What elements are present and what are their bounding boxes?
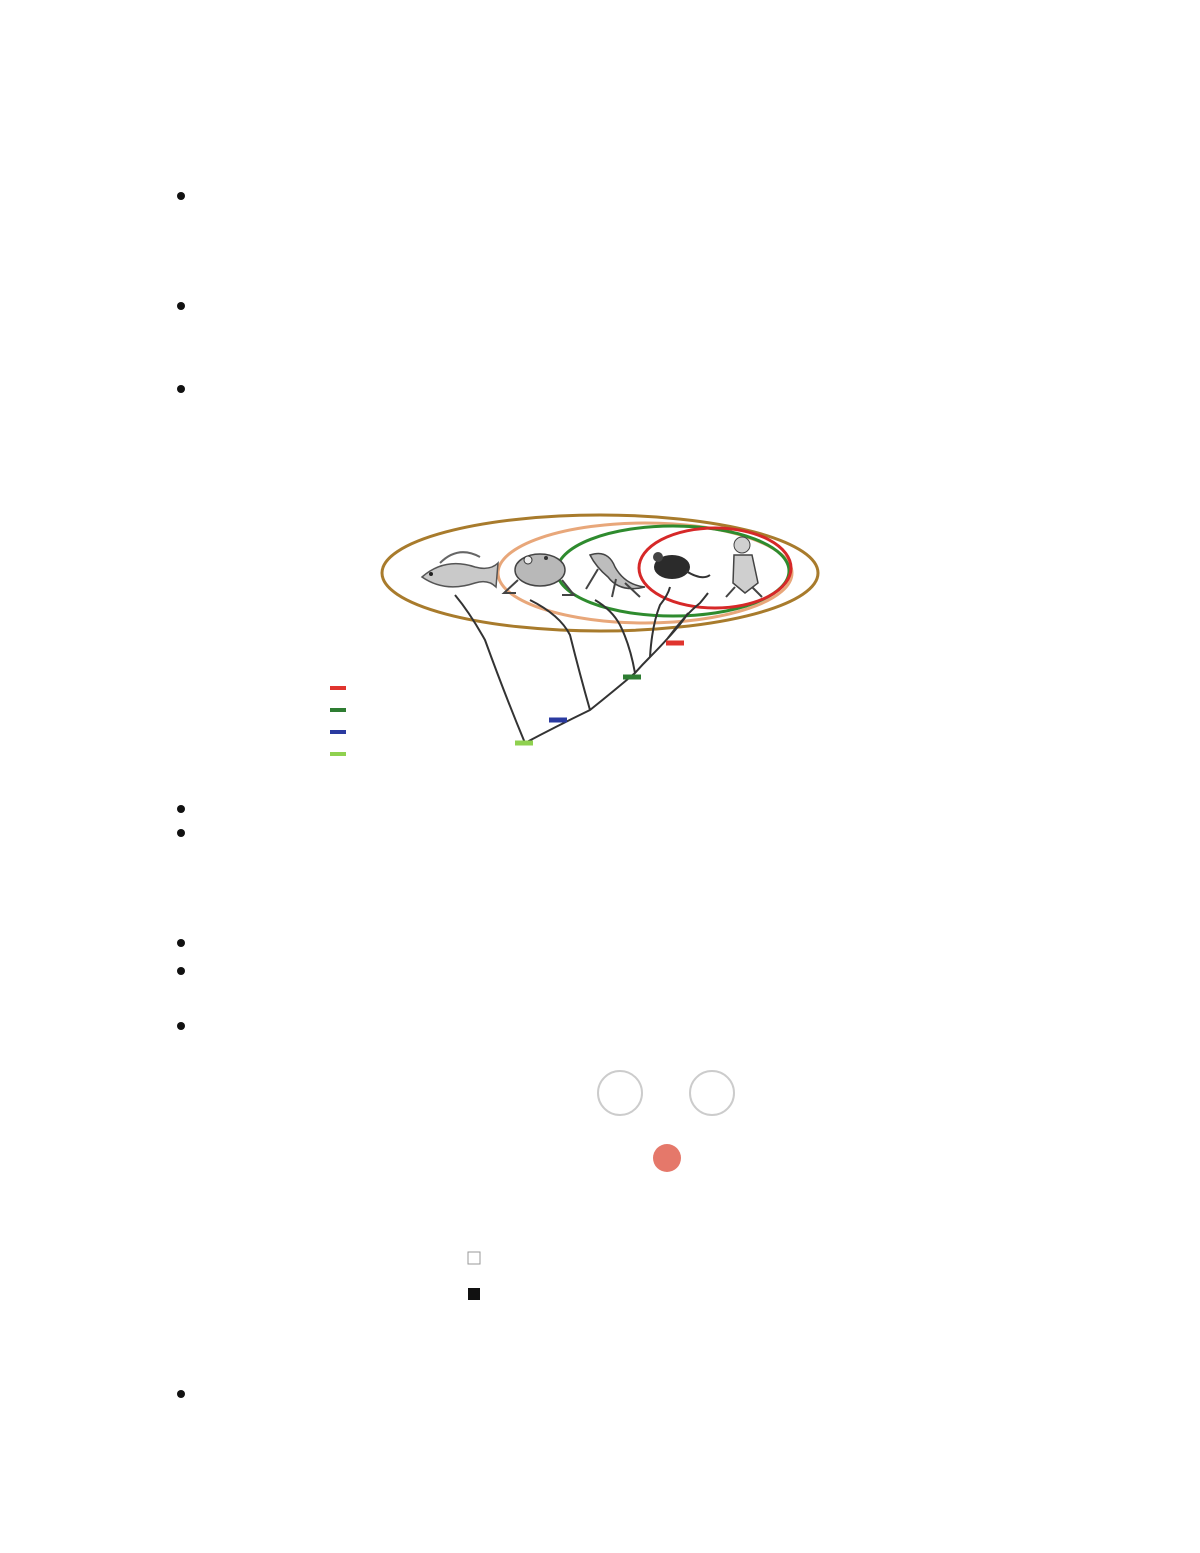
bullet-dot-empty [177,1390,185,1398]
figure-3-3-legend [330,688,346,754]
frog-icon [504,554,574,595]
highlight-circle-f [690,1071,734,1115]
bullet-dot [177,385,185,393]
highlight-circle-d [598,1071,642,1115]
bullet-dot [177,829,185,837]
lizard-icon [586,554,645,598]
bullet-dot [177,302,185,310]
fish-icon [422,552,498,587]
bullet-dot [177,192,185,200]
human-icon [726,537,762,597]
figure-3-3 [290,505,910,805]
bullet-dot [177,967,185,975]
phylogeny-tree [455,587,708,743]
figure-3-6-caption [0,1338,1200,1365]
bullet-dot [177,939,185,947]
figure-3-6 [440,1068,940,1313]
bullet-dot [177,1022,185,1030]
spur-legend-swatch [468,1288,480,1300]
spur-origin-node [653,1144,681,1172]
mouse-icon [653,552,710,579]
no-spur-legend-swatch [468,1252,480,1264]
bullet-dot-empty [177,805,185,813]
